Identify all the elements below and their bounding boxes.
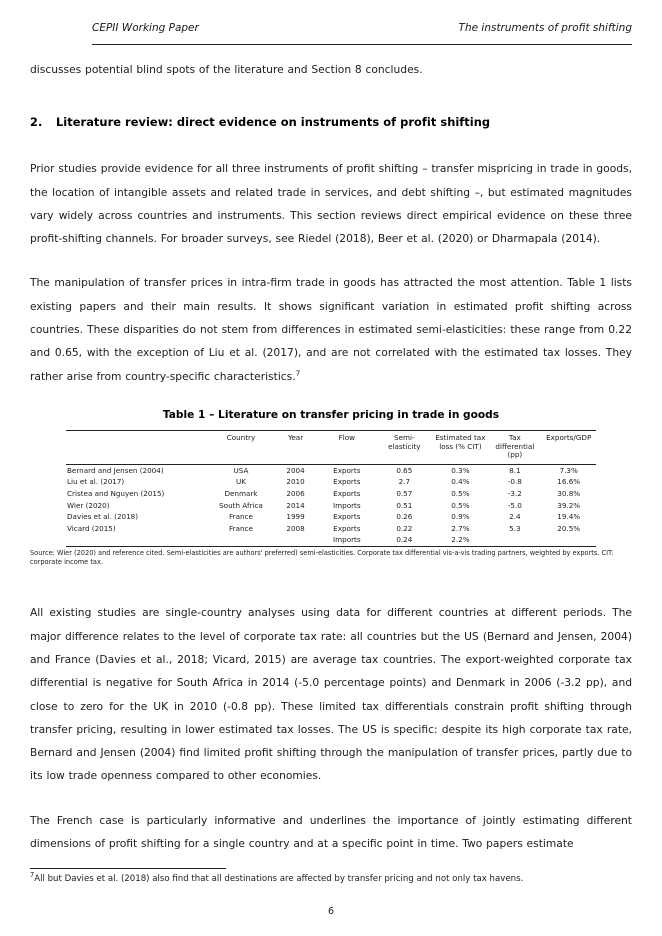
table-row [66, 488, 596, 500]
cell-flow: Exports [333, 477, 361, 487]
spacer [30, 788, 632, 809]
cell-tax-differential: -5.0 [507, 500, 522, 510]
cell-tax-loss: 2.7% [451, 523, 470, 533]
cell-tax-differential [488, 534, 541, 546]
spacer [30, 129, 632, 157]
cell-country: France [229, 512, 253, 522]
cell-tax-differential: 8.1 [509, 465, 521, 475]
intro-paragraph: discusses potential blind spots of the literature and Section 8 concludes. [30, 63, 423, 76]
cell-tax-loss: 0.9% [451, 512, 470, 522]
cell-tax-differential: -0.8 [507, 477, 522, 487]
cell-flow: Exports [333, 465, 361, 475]
spacer [30, 388, 632, 409]
table-header [66, 430, 596, 464]
cell-country: France [229, 523, 253, 533]
cell-tax-differential: 5.3 [509, 523, 521, 533]
table-row [66, 534, 596, 546]
running-header [92, 22, 632, 34]
cell-country: UK [235, 477, 246, 487]
spacer [30, 250, 632, 271]
footnote-body: All but Davies et al. (2018) also find that all destinations are affected by transfer pricing and not only tax havens. [34, 874, 524, 884]
running-header-left: CEPII Working Paper [92, 22, 199, 34]
cell-country: Denmark [224, 489, 258, 499]
cell-semi-elasticity: 0.22 [396, 523, 413, 533]
cell-flow: Exports [333, 512, 361, 522]
table-row [66, 464, 596, 476]
cell-flow: Exports [333, 489, 361, 499]
table-row [66, 500, 596, 512]
cell-exports-gdp [541, 534, 596, 546]
literature-table [66, 430, 596, 547]
cell-year: 2006 [286, 489, 305, 499]
column-header-paper [66, 430, 208, 464]
table-row [66, 511, 596, 523]
paragraph-2 [30, 271, 632, 387]
cell-exports-gdp: 7.3% [559, 465, 578, 475]
cell-exports-gdp: 39.2% [557, 500, 581, 510]
cell-paper: Wier (2020) [67, 500, 110, 510]
table-row [66, 523, 596, 535]
cell-exports-gdp: 20.5% [557, 523, 581, 533]
footnote-area [30, 868, 632, 885]
cell-tax-differential: -3.2 [507, 489, 522, 499]
cell-country: South Africa [219, 500, 263, 510]
cell-country: USA [233, 465, 249, 475]
cell-year [274, 534, 318, 546]
cell-exports-gdp: 30.8% [557, 489, 581, 499]
cell-paper: Bernard and Jensen (2004) [67, 465, 164, 475]
column-header-exports-gdp: Exports/GDP [541, 430, 596, 464]
footnote-marker-inline: 7 [295, 368, 301, 378]
footnote-number: 7 [30, 871, 35, 880]
cell-semi-elasticity: 0.51 [396, 500, 413, 510]
cell-tax-loss: 0.5% [451, 489, 470, 499]
table-row [66, 476, 596, 488]
cell-flow: Imports [318, 534, 377, 546]
cell-year: 1999 [286, 512, 305, 522]
table-caption: Table 1 – Literature on transfer pricing in trade in goods [162, 408, 500, 421]
cell-paper: Davies et al. (2018) [67, 512, 139, 522]
paragraph-4: The French case is particularly informative and underlines the importance of jointly estimating different dimensions of profit shifting for a single country and at a specific point in time. Two papers estimate [30, 813, 632, 850]
column-header-tax-differential: Tax differential (pp) [488, 430, 541, 464]
footnote-1 [30, 873, 632, 885]
section-number: 2. [30, 115, 43, 130]
cell-tax-loss: 0.3% [451, 465, 470, 475]
table-body [66, 464, 596, 546]
cell-flow: Imports [333, 500, 361, 510]
spacer [30, 81, 632, 115]
section-title: Literature review: direct evidence on instruments of profit shifting [56, 115, 491, 130]
cell-paper: Vicard (2015) [67, 523, 116, 533]
cell-year: 2004 [286, 465, 305, 475]
cell-paper: Liu et al. (2017) [67, 477, 125, 487]
column-header-semi-elasticity: Semi-elasticity [376, 430, 432, 464]
cell-paper [66, 534, 208, 546]
cell-tax-differential: 2.4 [509, 512, 521, 522]
table-1-block [30, 409, 632, 567]
cell-year: 2010 [286, 477, 305, 487]
cell-flow: Exports [333, 523, 361, 533]
running-header-right: The instruments of profit shifting [458, 22, 632, 34]
page-content [30, 58, 632, 855]
cell-semi-elasticity: 0.24 [376, 534, 432, 546]
cell-semi-elasticity: 0.65 [396, 465, 413, 475]
paragraph-2-text: The manipulation of transfer prices in intra-firm trade in goods has attracted the most attention. Table 1 lists existing papers and their main results. It shows significant variation in estimated profit shifting across countries. These disparities do not stem from differences in estimated semi-elasticities: these range from 0.22 and 0.65, with the exception of Liu et al. (2017), and are not correlated with the estimated tax losses. They rather arise from country-specific characteristics. [30, 276, 632, 383]
page-number: 6 [327, 906, 335, 917]
column-header-estimated-tax-loss: Estimated tax loss (% CIT) [433, 430, 489, 464]
column-header-flow: Flow [318, 430, 377, 464]
cell-semi-elasticity: 2.7 [398, 477, 411, 487]
cell-paper: Cristea and Nguyen (2015) [67, 489, 165, 499]
cell-tax-loss: 2.2% [433, 534, 489, 546]
table-header-row [66, 430, 596, 464]
table-source-note: Source: Wier (2020) and reference cited. Semi-elasticities are authors' preferred) semi-elasticities. Corporate tax differential vis-a-vis trading partners, weighted by exports. CIT: corporate income tax. [30, 548, 614, 567]
cell-exports-gdp: 19.4% [557, 512, 581, 522]
paragraph-3: All existing studies are single-country analyses using data for different countries at different periods. The major difference relates to the level of corporate tax rate: all countries but the US (Bernard and Jensen, 2004) and France (Davies et al., 2018; Vicard, 2015) are average tax countries. The export-weighted corporate tax differential is negative for South Africa in 2014 (-5.0 percentage points) and Denmark in 2006 (-3.2 pp), and close to zero for the UK in 2010 (-0.8 pp). These limited tax differentials constrain profit shifting through transfer pricing, resulting in lower estimated tax losses. The US is specific: despite its high corporate tax rate, Bernard and Jensen (2004) find limited profit shifting through the manipulation of transfer prices, partly due to its low trade openness compared to other economies. [30, 606, 632, 783]
column-header-year: Year [274, 430, 318, 464]
cell-semi-elasticity: 0.26 [396, 512, 413, 522]
footnote-divider [30, 868, 226, 869]
cell-semi-elasticity: 0.57 [396, 489, 413, 499]
spacer [30, 567, 632, 601]
cell-year: 2014 [286, 500, 305, 510]
paragraph-1: Prior studies provide evidence for all three instruments of profit shifting – transfer mispricing in trade in goods, the location of intangible assets and related trade in services, and debt shifting –, but estimated magnitudes vary widely across countries and instruments. This section reviews direct empirical evidence on these three profit-shifting channels. For broader surveys, see Riedel (2018), Beer et al. (2020) or Dharmapala (2014). [30, 162, 632, 246]
cell-country [208, 534, 273, 546]
cell-tax-loss: 0.5% [451, 500, 470, 510]
header-divider [92, 44, 632, 45]
cell-exports-gdp: 16.6% [557, 477, 581, 487]
section-heading [30, 115, 632, 129]
column-header-country: Country [208, 430, 273, 464]
cell-year: 2008 [286, 523, 305, 533]
cell-tax-loss: 0.4% [451, 477, 470, 487]
